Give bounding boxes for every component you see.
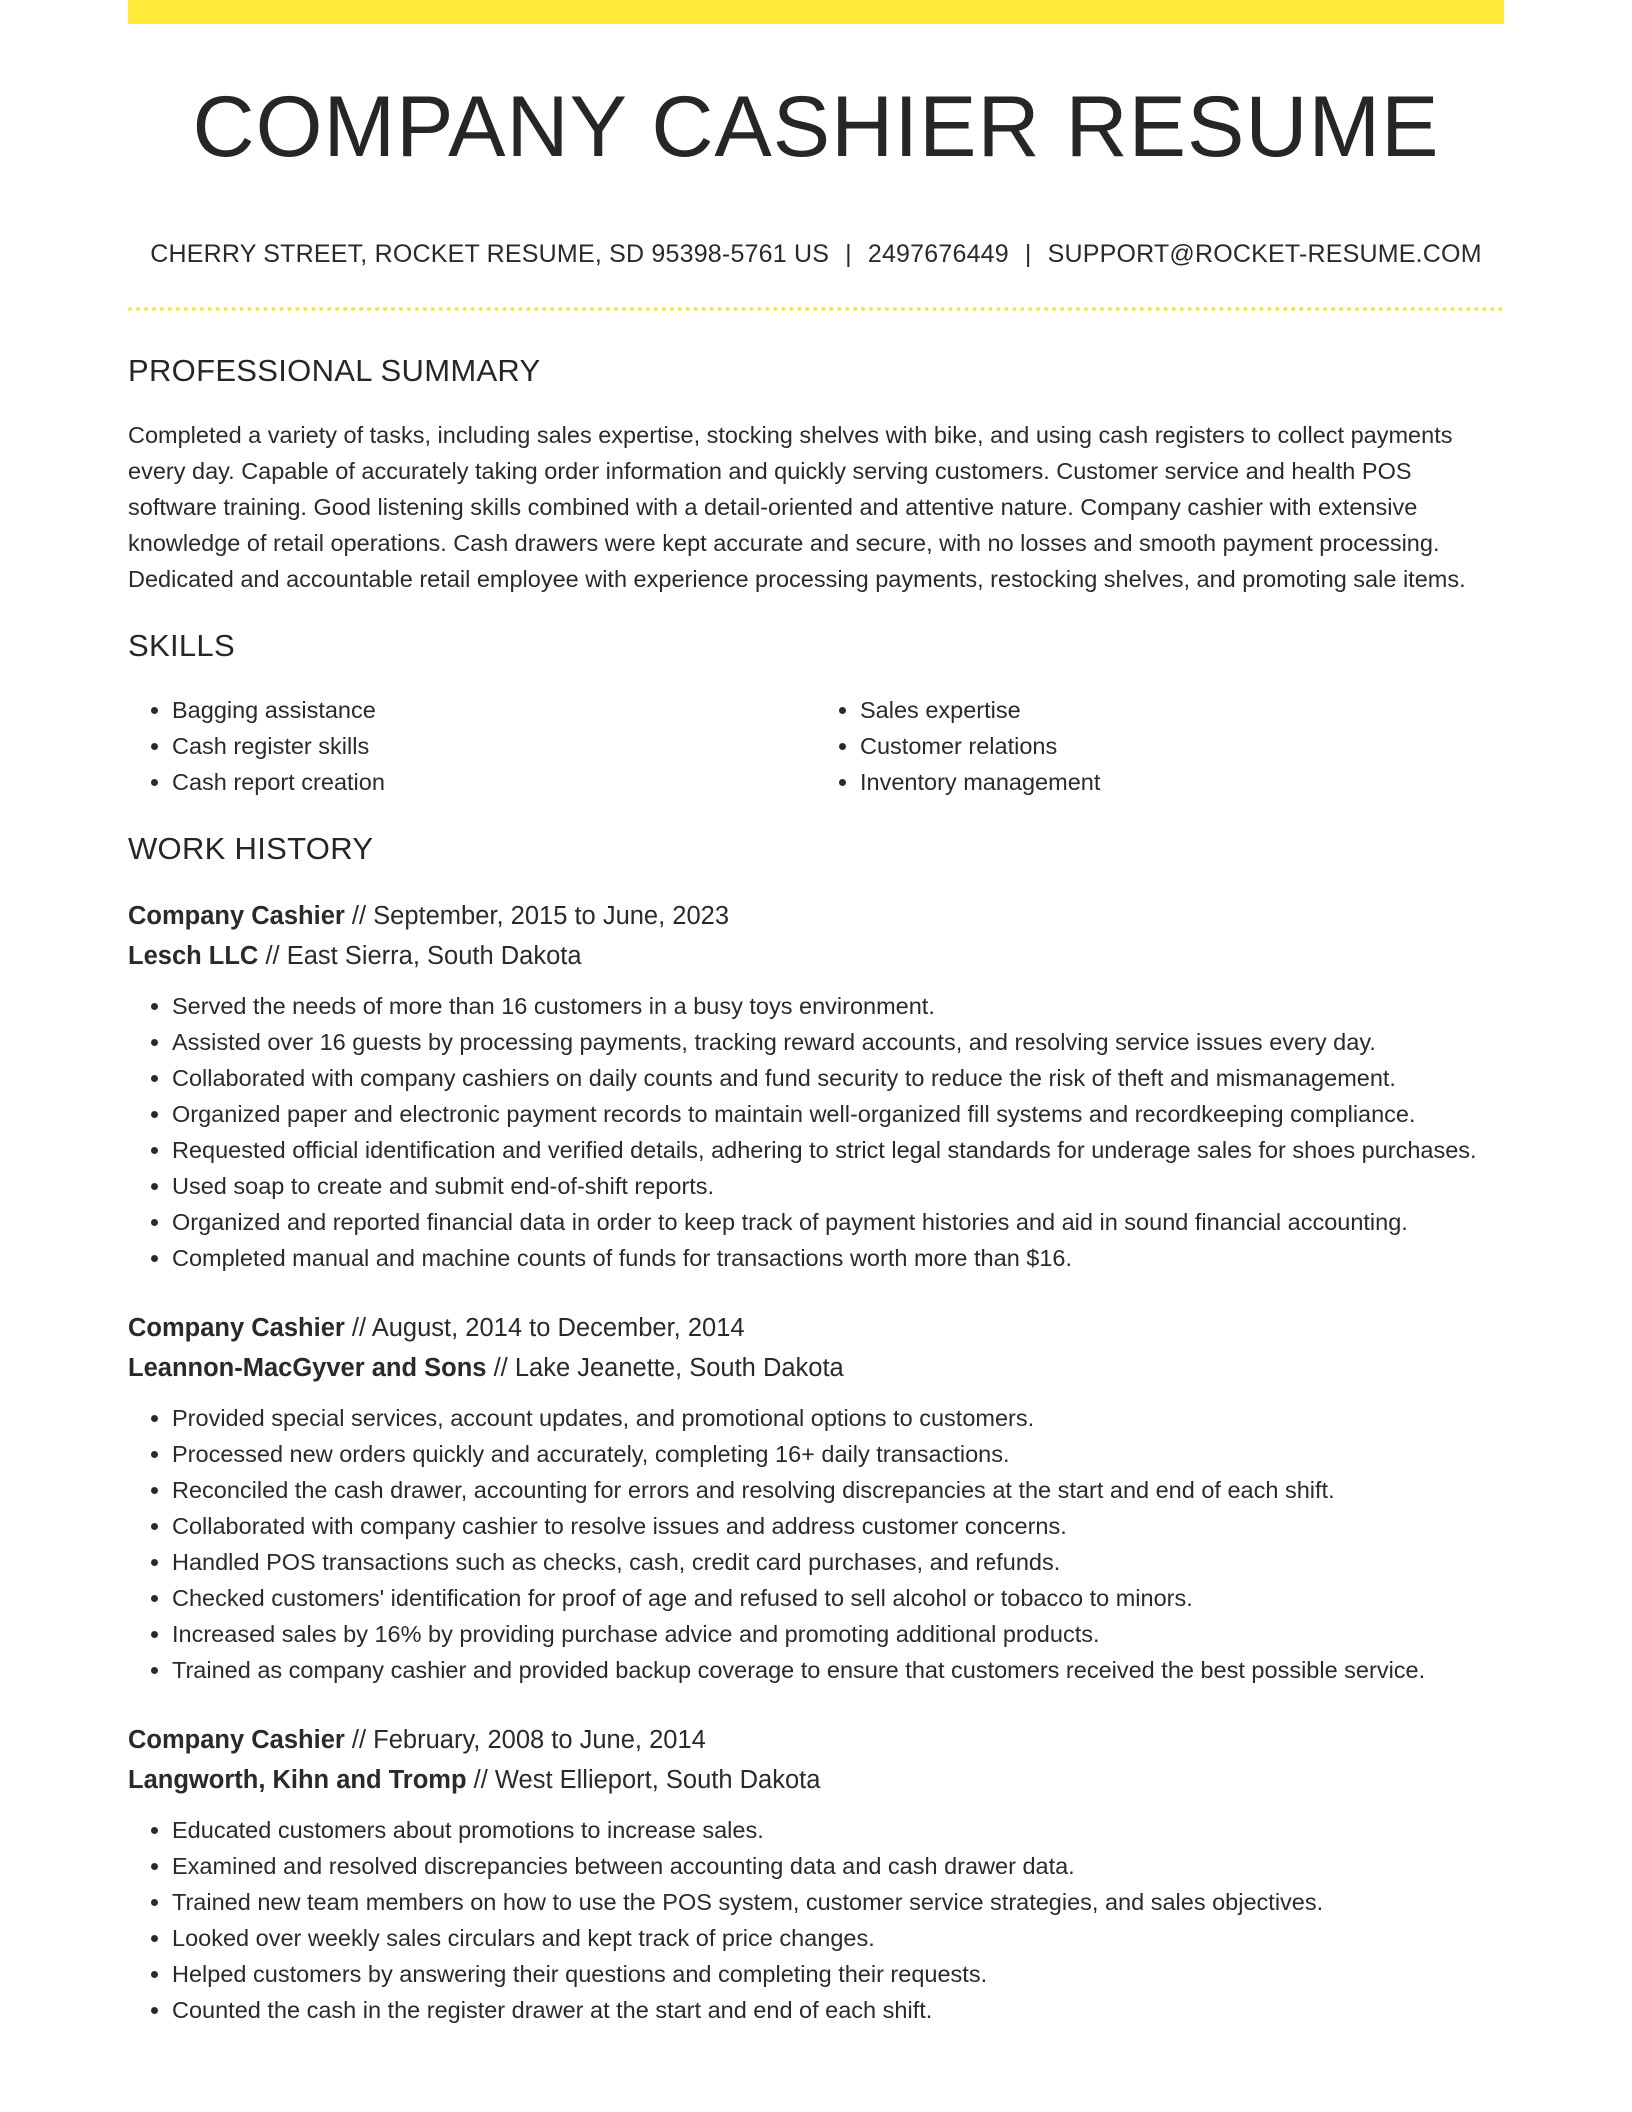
job-title-line: [128, 1720, 1504, 1760]
skill-item: • Bagging assistance: [172, 692, 816, 728]
contact-line: [128, 240, 1504, 269]
resume-title: COMPANY CASHIER RESUME: [192, 79, 1440, 175]
job-entry: [128, 1308, 1504, 1688]
job-company: Lesch LLC: [128, 941, 259, 970]
job-bullet: • Provided special services, account updates, and promotional options to customers.: [172, 1400, 1504, 1436]
skill-item: • Inventory management: [860, 764, 1504, 800]
job-bullet: • Served the needs of more than 16 customers in a busy toys environment.: [172, 988, 1504, 1024]
job-dates: // September, 2015 to June, 2023: [344, 901, 730, 930]
job-company: Langworth, Kihn and Tromp: [128, 1765, 467, 1794]
job-bullet: • Organized and reported financial data in order to keep track of payment histories and aid in sound financial accounting.: [172, 1204, 1504, 1240]
job-company-line: [128, 1348, 1504, 1388]
job-bullet: • Counted the cash in the register drawer at the start and end of each shift.: [172, 1992, 1504, 2028]
summary-section: [128, 352, 1504, 597]
job-company-line: [128, 1760, 1504, 1800]
job-bullet: • Processed new orders quickly and accurately, completing 16+ daily transactions.: [172, 1436, 1504, 1472]
skill-item: • Sales expertise: [860, 692, 1504, 728]
job-location: // Lake Jeanette, South Dakota: [486, 1353, 844, 1382]
job-dates: // February, 2008 to June, 2014: [344, 1725, 706, 1754]
job-title-line: [128, 1308, 1504, 1348]
skill-item: • Customer relations: [860, 728, 1504, 764]
job-bullet: • Handled POS transactions such as checks, cash, credit card purchases, and refunds.: [172, 1544, 1504, 1580]
job-company-line: [128, 936, 1504, 976]
job-bullet: • Organized paper and electronic payment records to maintain well-organized fill systems and recordkeeping compliance.: [172, 1096, 1504, 1132]
skill-item: • Cash report creation: [172, 764, 816, 800]
job-bullet: • Examined and resolved discrepancies between accounting data and cash drawer data.: [172, 1848, 1504, 1884]
job-bullet: • Helped customers by answering their questions and completing their requests.: [172, 1956, 1504, 1992]
job-bullet: • Looked over weekly sales circulars and kept track of price changes.: [172, 1920, 1504, 1956]
job-bullet: • Checked customers' identification for proof of age and refused to sell alcohol or tobacco to minors.: [172, 1580, 1504, 1616]
job-bullet: • Trained new team members on how to use the POS system, customer service strategies, and sales objectives.: [172, 1884, 1504, 1920]
address: CHERRY STREET, ROCKET RESUME, SD 95398-5761 US: [150, 240, 830, 268]
job-entry: [128, 1720, 1504, 2028]
job-bullet: • Assisted over 16 guests by processing payments, tracking reward accounts, and resolving service issues every day.: [172, 1024, 1504, 1060]
job-bullets: [128, 1400, 1504, 1688]
job-bullet: • Requested official identification and verified details, adhering to strict legal standards for underage sales for shoes purchases.: [172, 1132, 1504, 1168]
work-history-heading: WORK HISTORY: [128, 831, 374, 867]
job-company: Leannon-MacGyver and Sons: [128, 1353, 487, 1382]
skills-list-left: [128, 692, 816, 800]
job-bullet: • Completed manual and machine counts of funds for transactions worth more than $16.: [172, 1240, 1504, 1276]
resume-body: [128, 352, 1504, 2060]
job-title-line: [128, 896, 1504, 936]
phone: 2497676449: [867, 240, 1009, 268]
skill-item: • Cash register skills: [172, 728, 816, 764]
job-title: Company Cashier: [128, 1313, 345, 1342]
job-title: Company Cashier: [128, 1725, 345, 1754]
job-entry: [128, 896, 1504, 1276]
skills-list-right: [816, 692, 1504, 800]
job-location: // East Sierra, South Dakota: [258, 941, 582, 970]
separator: |: [845, 240, 852, 268]
job-bullets: [128, 1812, 1504, 2028]
job-bullet: • Collaborated with company cashier to resolve issues and address customer concerns.: [172, 1508, 1504, 1544]
summary-heading: PROFESSIONAL SUMMARY: [128, 353, 541, 388]
accent-bar: [128, 0, 1504, 24]
job-dates: // August, 2014 to December, 2014: [344, 1313, 745, 1342]
job-bullet: • Used soap to create and submit end-of-shift reports.: [172, 1168, 1504, 1204]
job-bullet: • Collaborated with company cashiers on daily counts and fund security to reduce the risk of theft and mismanagement.: [172, 1060, 1504, 1096]
summary-text: Completed a variety of tasks, including sales expertise, stocking shelves with bike, and using cash registers to collect payments every day. Capable of accurately taking order information and quickly serving customers. Customer service and health POS software training. Good listening skills combined with a detail-oriented and attentive nature. Company cashier with extensive knowledge of retail operations. Cash drawers were kept accurate and secure, with no losses and smooth payment processing. Dedicated and accountable retail employee with experience processing payments, restocking shelves, and promoting sale items.: [128, 422, 1466, 593]
skills-columns: [128, 692, 1504, 800]
separator: |: [1024, 240, 1032, 268]
skills-heading: SKILLS: [128, 628, 235, 664]
job-location: // West Ellieport, South Dakota: [466, 1765, 821, 1794]
dotted-divider: [128, 307, 1504, 311]
job-bullet: • Educated customers about promotions to increase sales.: [172, 1812, 1504, 1848]
job-bullet: • Trained as company cashier and provided backup coverage to ensure that customers received the best possible service.: [172, 1652, 1504, 1688]
skills-section: [128, 627, 1504, 800]
email: SUPPORT@ROCKET-RESUME.COM: [1047, 240, 1482, 268]
job-bullets: [128, 988, 1504, 1276]
job-bullet: • Reconciled the cash drawer, accounting for errors and resolving discrepancies at the start and end of each shift.: [172, 1472, 1504, 1508]
work-history-section: [128, 830, 1504, 2027]
job-title: Company Cashier: [128, 901, 345, 930]
job-bullet: • Increased sales by 16% by providing purchase advice and promoting additional products.: [172, 1616, 1504, 1652]
